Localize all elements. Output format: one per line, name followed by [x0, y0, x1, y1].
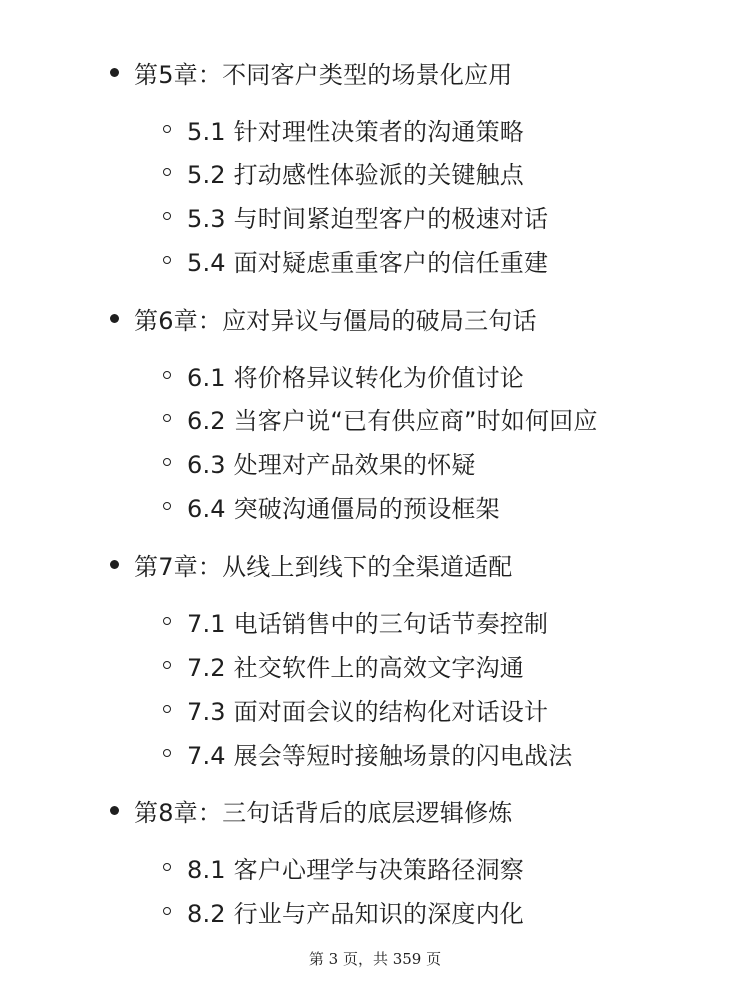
- hollow-bullet-icon: [163, 749, 171, 757]
- section-title: 7.4 展会等短时接触场景的闪电战法: [187, 741, 573, 770]
- chapter-item: [110, 790, 512, 830]
- section-title: 5.2 打动感性体验派的关键触点: [187, 160, 524, 189]
- section-item: [163, 486, 500, 526]
- hollow-bullet-icon: [163, 502, 171, 510]
- chapter-item: [110, 52, 512, 92]
- hollow-bullet-icon: [163, 458, 171, 466]
- section-title: 7.1 电话销售中的三句话节奏控制: [187, 609, 549, 638]
- section-item: [163, 109, 524, 149]
- section-title: 6.4 突破沟通僵局的预设框架: [187, 494, 500, 523]
- filled-bullet-icon: [110, 560, 119, 569]
- section-title: 5.4 面对疑虑重重客户的信任重建: [187, 248, 549, 277]
- hollow-bullet-icon: [163, 125, 171, 133]
- section-item: [163, 196, 548, 236]
- chapter-title: 第8章：三句话背后的底层逻辑修炼: [134, 798, 513, 827]
- hollow-bullet-icon: [163, 168, 171, 176]
- section-item: [163, 733, 572, 773]
- page-number-footer: 第 3 页，共 359 页: [308, 950, 442, 968]
- section-item: [163, 847, 524, 887]
- chapter-title: 第7章：从线上到线下的全渠道适配: [134, 552, 513, 581]
- section-item: [163, 398, 598, 438]
- hollow-bullet-icon: [163, 256, 171, 264]
- hollow-bullet-icon: [163, 414, 171, 422]
- section-title: 7.3 面对面会议的结构化对话设计: [187, 697, 549, 726]
- section-item: [163, 689, 548, 729]
- filled-bullet-icon: [110, 314, 119, 323]
- section-title: 6.1 将价格异议转化为价值讨论: [187, 363, 524, 392]
- chapter-item: [110, 544, 512, 584]
- chapter-item: [110, 298, 537, 338]
- hollow-bullet-icon: [163, 617, 171, 625]
- hollow-bullet-icon: [163, 212, 171, 220]
- section-item: [163, 355, 524, 395]
- section-item: [163, 240, 548, 280]
- hollow-bullet-icon: [163, 705, 171, 713]
- section-item: [163, 891, 524, 931]
- chapter-title: 第6章：应对异议与僵局的破局三句话: [134, 306, 537, 335]
- hollow-bullet-icon: [163, 863, 171, 871]
- filled-bullet-icon: [110, 68, 119, 77]
- section-title: 6.2 当客户说“已有供应商”时如何回应: [187, 406, 598, 435]
- chapter-title: 第5章：不同客户类型的场景化应用: [134, 60, 513, 89]
- section-item: [163, 645, 524, 685]
- section-title: 7.2 社交软件上的高效文字沟通: [187, 653, 524, 682]
- section-title: 5.3 与时间紧迫型客户的极速对话: [187, 204, 549, 233]
- section-item: [163, 442, 476, 482]
- section-title: 8.1 客户心理学与决策路径洞察: [187, 855, 524, 884]
- hollow-bullet-icon: [163, 371, 171, 379]
- hollow-bullet-icon: [163, 661, 171, 669]
- section-title: 5.1 针对理性决策者的沟通策略: [187, 117, 524, 146]
- section-item: [163, 152, 524, 192]
- section-title: 6.3 处理对产品效果的怀疑: [187, 450, 476, 479]
- hollow-bullet-icon: [163, 907, 171, 915]
- section-item: [163, 601, 548, 641]
- filled-bullet-icon: [110, 806, 119, 815]
- section-title: 8.2 行业与产品知识的深度内化: [187, 899, 524, 928]
